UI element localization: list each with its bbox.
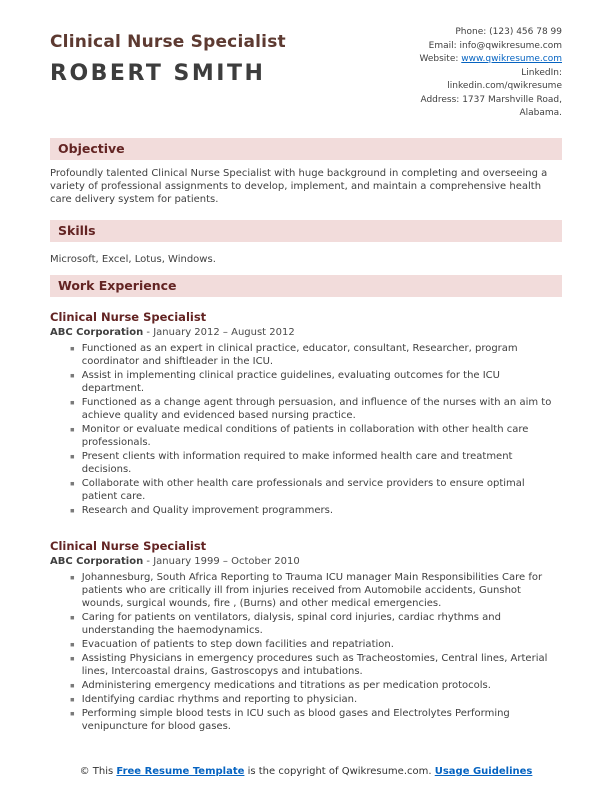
bullet-text: Administering emergency medications and titrations as per medication protocols. [81, 679, 491, 691]
objective-text: Profoundly talented Clinical Nurse Specialist with huge background in completing and overseeing a variety of professional assignments to develop, implement, and maintain a comprehensive health care delivery system for patients. [50, 167, 548, 205]
candidate-name: ROBERT SMITH [50, 61, 266, 86]
bullet-text: Present clients with information required to make informed health care and treatment decisions. [81, 450, 513, 475]
bullet-text: Research and Quality improvement programmers. [81, 504, 334, 516]
company-line [50, 327, 562, 338]
list-item [70, 707, 562, 733]
list-item [70, 571, 562, 610]
bullet-icon: ▪ [70, 709, 75, 717]
bullet-text: Identifying cardiac rhythms and reporting to physician. [81, 693, 358, 705]
footer-middle: is the copyright of Qwikresume.com. [244, 766, 435, 777]
company-name: ABC Corporation [50, 555, 144, 567]
footer-prefix: © This [79, 766, 117, 777]
contact-address-line1: Address: 1737 Marshville Road, [420, 94, 562, 105]
bullet-text: Evacuation of patients to step down facilities and repatriation. [81, 638, 394, 650]
bullet-icon: ▪ [70, 425, 75, 433]
bullet-text: Collaborate with other health care professionals and service providers to ensure optimal patient care. [81, 477, 525, 502]
job-title: Clinical Nurse Specialist [50, 538, 207, 553]
bullet-icon: ▪ [70, 479, 75, 487]
list-item [70, 396, 562, 422]
bullet-text: Performing simple blood tests in ICU such as blood gases and Electrolytes Performing venipuncture for blood gases. [81, 707, 510, 732]
skills-text: Microsoft, Excel, Lotus, Windows. [50, 253, 216, 265]
contact-address-line2: Alabama. [519, 108, 562, 118]
contact-linkedin-value: linkedin.com/qwikresume [447, 81, 562, 91]
contact-email: Email: info@qwikresume.com [428, 40, 562, 51]
section-heading-objective: Objective [50, 138, 562, 160]
job-bullet-list [50, 571, 562, 733]
contact-linkedin-label: LinkedIn: [521, 67, 562, 78]
bullet-text: Assisting Physicians in emergency procedures such as Tracheostomies, Central lines, Arterial lines, Intercoastal drains, Gastroscopys and intubations. [81, 652, 548, 677]
list-item [70, 504, 562, 517]
contact-info [332, 26, 562, 121]
list-item [70, 342, 562, 368]
website-link[interactable]: www.qwikresume.com [461, 54, 562, 64]
list-item [70, 611, 562, 637]
company-line [50, 556, 562, 567]
list-item [70, 638, 562, 651]
contact-website-row [332, 53, 562, 67]
job-dates: - January 1999 – October 2010 [146, 555, 300, 567]
footer-usage-guidelines-link[interactable]: Usage Guidelines [434, 766, 533, 777]
list-item [70, 679, 562, 692]
bullet-text: Johannesburg, South Africa Reporting to Trauma ICU manager Main Responsibilities Care for patients who are critically ill from injuries received from Automobile accidents, Gunshot wounds, surgical wounds, fire , (Burns) and other medical emergencies. [81, 571, 543, 609]
bullet-icon: ▪ [70, 506, 75, 514]
bullet-text: Functioned as a change agent through persuasion, and influence of the nurses with an aim to achieve quality and evidenced based nursing practice. [81, 396, 552, 421]
company-name: ABC Corporation [50, 326, 144, 338]
bullet-icon: ▪ [70, 681, 75, 689]
list-item [70, 652, 562, 678]
title-block [50, 26, 286, 86]
job-entry [50, 539, 562, 733]
list-item [70, 477, 562, 503]
section-heading-work-experience: Work Experience [50, 275, 562, 297]
list-item [70, 369, 562, 395]
bullet-text: Assist in implementing clinical practice guidelines, evaluating outcomes for the ICU department. [81, 369, 500, 394]
footer [50, 765, 562, 779]
bullet-icon: ▪ [70, 452, 75, 460]
job-title: Clinical Nurse Specialist [50, 309, 207, 324]
bullet-text: Caring for patients on ventilators, dialysis, spinal cord injuries, cardiac rhythms and understanding the haemodynamics. [81, 611, 501, 636]
list-item [70, 450, 562, 476]
bullet-text: Functioned as an expert in clinical practice, educator, consultant, Researcher, program coordinator and shiftleader in the ICU. [81, 342, 518, 367]
footer-template-link[interactable]: Free Resume Template [116, 766, 245, 777]
list-item [70, 693, 562, 706]
list-item [70, 423, 562, 449]
bullet-icon: ▪ [70, 371, 75, 379]
bullet-icon: ▪ [70, 398, 75, 406]
section-heading-skills: Skills [50, 220, 562, 242]
bullet-icon: ▪ [70, 640, 75, 648]
bullet-text: Monitor or evaluate medical conditions of patients in collaboration with other health care professionals. [81, 423, 529, 448]
contact-phone: Phone: (123) 456 78 99 [455, 27, 562, 37]
page-title: Clinical Nurse Specialist [50, 32, 286, 52]
job-bullet-list [50, 342, 562, 517]
bullet-icon: ▪ [70, 344, 75, 352]
bullet-icon: ▪ [70, 573, 75, 581]
header [50, 26, 562, 121]
bullet-icon: ▪ [70, 654, 75, 662]
job-entry [50, 310, 562, 517]
website-label: Website: [419, 54, 462, 64]
job-dates: - January 2012 – August 2012 [146, 326, 295, 338]
bullet-icon: ▪ [70, 613, 75, 621]
bullet-icon: ▪ [70, 695, 75, 703]
